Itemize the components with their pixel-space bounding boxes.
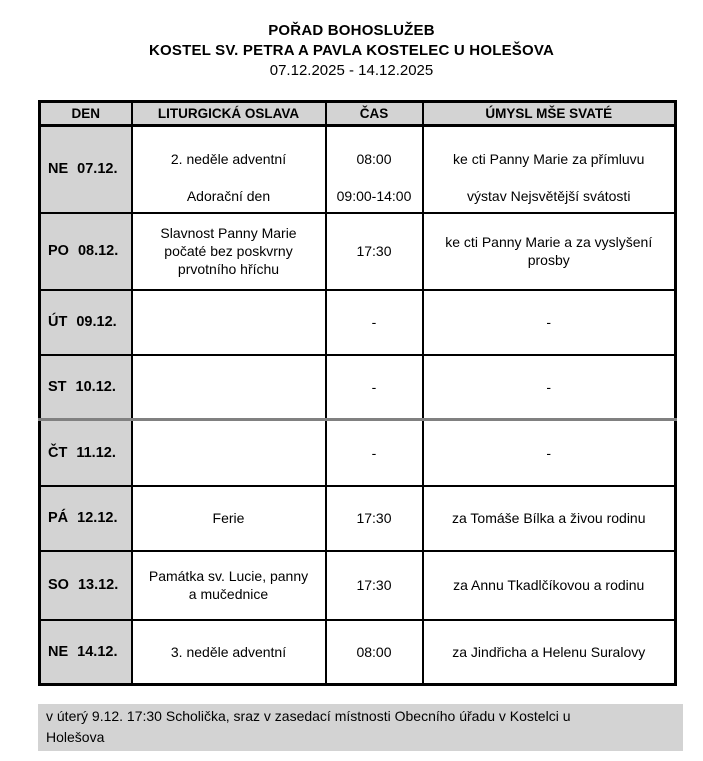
celebration-cell: Ferie <box>132 486 326 551</box>
intention-cell: za Tomáše Bílka a živou rodinu <box>423 486 676 551</box>
time-cell: 08:00 <box>326 620 423 685</box>
intention-cell: za Annu Tkadlčíkovou a rodinu <box>423 551 676 620</box>
table-row-st-1012 <box>40 355 676 420</box>
intention-line-2: výstav Nejsvětější svátosti <box>467 188 631 204</box>
day-abbrev: ÚT <box>48 314 68 330</box>
celebration-line-1: 2. neděle adventní <box>170 151 287 167</box>
table-row-po-0812 <box>40 213 676 290</box>
celebration-cell: Slavnost Panny Marie počaté bez poskvrny prvotního hříchu <box>132 213 326 290</box>
day-cell <box>40 420 132 486</box>
date-range: 07.12.2025 - 14.12.2025 <box>269 62 434 79</box>
table-header-row <box>40 102 676 126</box>
table-row-pa-1212 <box>40 486 676 551</box>
day-cell <box>40 126 132 213</box>
day-date: 08.12. <box>77 243 119 259</box>
page-title: POŘAD BOHOSLUŽEB <box>268 22 435 39</box>
day-cell <box>40 486 132 551</box>
celebration-line-2: Adorační den <box>186 188 271 204</box>
day-date: 07.12. <box>77 161 118 178</box>
column-header-liturgicka-oslava: LITURGICKÁ OSLAVA <box>132 102 326 126</box>
table-row-ut-0912 <box>40 290 676 355</box>
schedule-table <box>38 100 677 686</box>
day-abbrev: SO <box>48 577 69 593</box>
table-row-ct-1112 <box>40 420 676 486</box>
time-cell: 17:30 <box>326 486 423 551</box>
table-row-so-1312 <box>40 551 676 620</box>
intention-cell: - <box>423 355 676 420</box>
column-header-den: DEN <box>40 102 132 126</box>
column-header-cas: ČAS <box>326 102 423 126</box>
celebration-cell <box>132 126 326 213</box>
day-cell <box>40 290 132 355</box>
intention-line-1: ke cti Panny Marie za přímluvu <box>453 151 645 167</box>
celebration-cell: Památka sv. Lucie, panny a mučednice <box>132 551 326 620</box>
day-cell <box>40 213 132 290</box>
time-cell: - <box>326 420 423 486</box>
day-date: 13.12. <box>77 577 119 593</box>
day-abbrev: ST <box>48 378 67 395</box>
celebration-cell <box>132 290 326 355</box>
day-cell <box>40 551 132 620</box>
day-abbrev: ČT <box>48 444 68 461</box>
column-header-umysl-mse-svate: ÚMYSL MŠE SVATÉ <box>423 102 676 126</box>
intention-cell <box>423 126 676 213</box>
day-date: 14.12. <box>77 643 118 660</box>
day-abbrev: PO <box>48 243 69 259</box>
footer-note: v úterý 9.12. 17:30 Scholička, sraz v zasedací místnosti Obecního úřadu v Kostelci u Holešova <box>38 704 683 751</box>
day-date: 10.12. <box>75 378 116 395</box>
time-cell: - <box>326 355 423 420</box>
time-cell: 17:30 <box>326 213 423 290</box>
time-cell: 17:30 <box>326 551 423 620</box>
intention-cell: - <box>423 290 676 355</box>
intention-cell: - <box>423 420 676 486</box>
intention-cell: za Jindřicha a Helenu Suralovy <box>423 620 676 685</box>
time-line-1: 08:00 <box>356 151 392 167</box>
day-abbrev: NE <box>48 643 69 660</box>
document-header <box>0 0 703 81</box>
day-abbrev: PÁ <box>48 510 69 526</box>
celebration-cell <box>132 355 326 420</box>
church-name: KOSTEL SV. PETRA A PAVLA KOSTELEC U HOLEŠOVA <box>149 42 554 59</box>
intention-cell: ke cti Panny Marie a za vyslyšení prosby <box>423 213 676 290</box>
table-row-ne-1412 <box>40 620 676 685</box>
day-abbrev: NE <box>48 161 69 178</box>
time-cell: - <box>326 290 423 355</box>
day-cell <box>40 620 132 685</box>
time-line-2: 09:00-14:00 <box>336 188 412 204</box>
day-date: 12.12. <box>77 510 118 526</box>
table-row-ne-0712 <box>40 126 676 213</box>
celebration-cell <box>132 420 326 486</box>
time-cell <box>326 126 423 213</box>
day-cell <box>40 355 132 420</box>
day-date: 09.12. <box>76 314 117 330</box>
celebration-cell: 3. neděle adventní <box>132 620 326 685</box>
day-date: 11.12. <box>76 444 116 461</box>
